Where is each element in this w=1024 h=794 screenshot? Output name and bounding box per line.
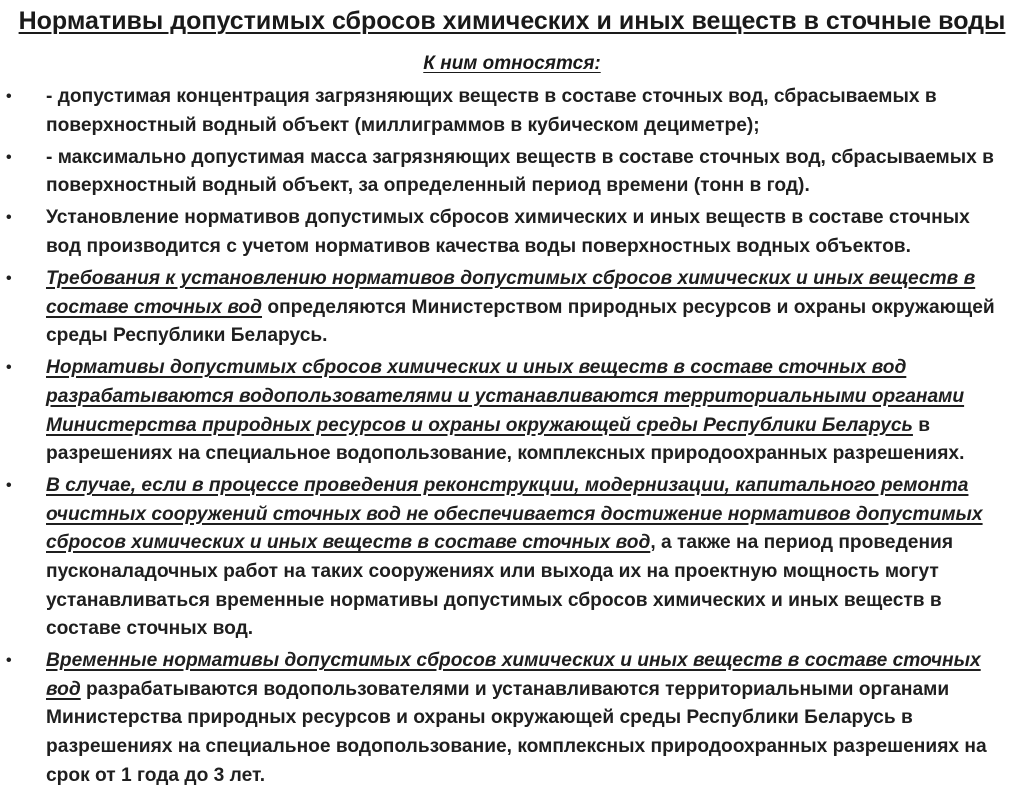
item-text: Установление нормативов допустимых сбросов химических и иных веществ в составе сточных вод производится с учетом нормативов качества воды поверхностных водных объектов.: [46, 207, 970, 257]
bullet-icon: •: [6, 148, 12, 166]
bullet-list: [0, 83, 1024, 794]
bullet-icon: •: [6, 88, 12, 105]
item-text: в разрешениях на специальное водопользование, комплексных природоохранных разрешениях.: [46, 414, 965, 465]
list-item: [0, 472, 1024, 644]
bullet-icon: •: [6, 652, 12, 670]
bullet-icon: •: [6, 270, 12, 288]
bullet-icon: •: [6, 359, 12, 377]
item-text: - допустимая концентрация загрязняющих веществ в составе сточных вод, сбрасываемых в поверхностный водный объект (миллиграммов в кубическом дециметре);: [46, 86, 937, 136]
item-text: разрабатываются водопользователями и устанавливаются территориальными органами Министерства природных ресурсов и охраны окружающей среды Республики Беларусь в разрешениях на специальное водопользование, комплексных природоохранных разрешениях на срок от 1 года до 3 лет.: [46, 678, 987, 786]
item-text: , а также на период проведения пусконаладочных работ на таких сооружениях или выхода их на проектную мощность могут устанавливаться временные нормативы допустимых сбросов химических и иных веществ в составе сточных вод.: [46, 532, 954, 640]
list-item: [0, 83, 1024, 140]
item-text: - максимально допустимая масса загрязняющих веществ в составе сточных вод, сбрасываемых в поверхностный водный объект, за определенный период времени (тонн в год).: [46, 146, 994, 197]
item-emphasis: Временные нормативы допустимых сбросов химических и иных веществ в составе сточных вод: [46, 650, 981, 700]
item-text: определяются Министерством природных ресурсов и охраны окружающей среды Республики Беларусь.: [46, 296, 995, 347]
list-item: [0, 144, 1024, 201]
bullet-icon: •: [6, 209, 12, 227]
item-emphasis: Требования к установлению нормативов допустимых сбросов химических и иных веществ в составе сточных вод: [46, 268, 976, 318]
item-emphasis: Нормативы допустимых сбросов химических и иных веществ в составе сточных вод разрабатываются водопользователями и устанавливаются территориальными органами Министерства природных ресурсов и охраны окружающей среды Республики Беларусь: [46, 357, 965, 436]
list-item: [0, 354, 1024, 468]
slide-title: Нормативы допустимых сбросов химических и иных веществ в сточные воды: [18, 7, 1006, 35]
item-emphasis: В случае, если в процессе проведения реконструкции, модернизации, капитального ремонта очистных сооружений сточных вод не обеспечивается достижение нормативов допустимых сбросов химических и иных веществ в составе сточных вод: [46, 475, 983, 554]
list-item: [0, 265, 1024, 351]
list-item: [0, 647, 1024, 790]
list-item: [0, 204, 1024, 261]
slide-subtitle: К ним относятся:: [423, 53, 601, 74]
bullet-icon: •: [6, 477, 12, 495]
